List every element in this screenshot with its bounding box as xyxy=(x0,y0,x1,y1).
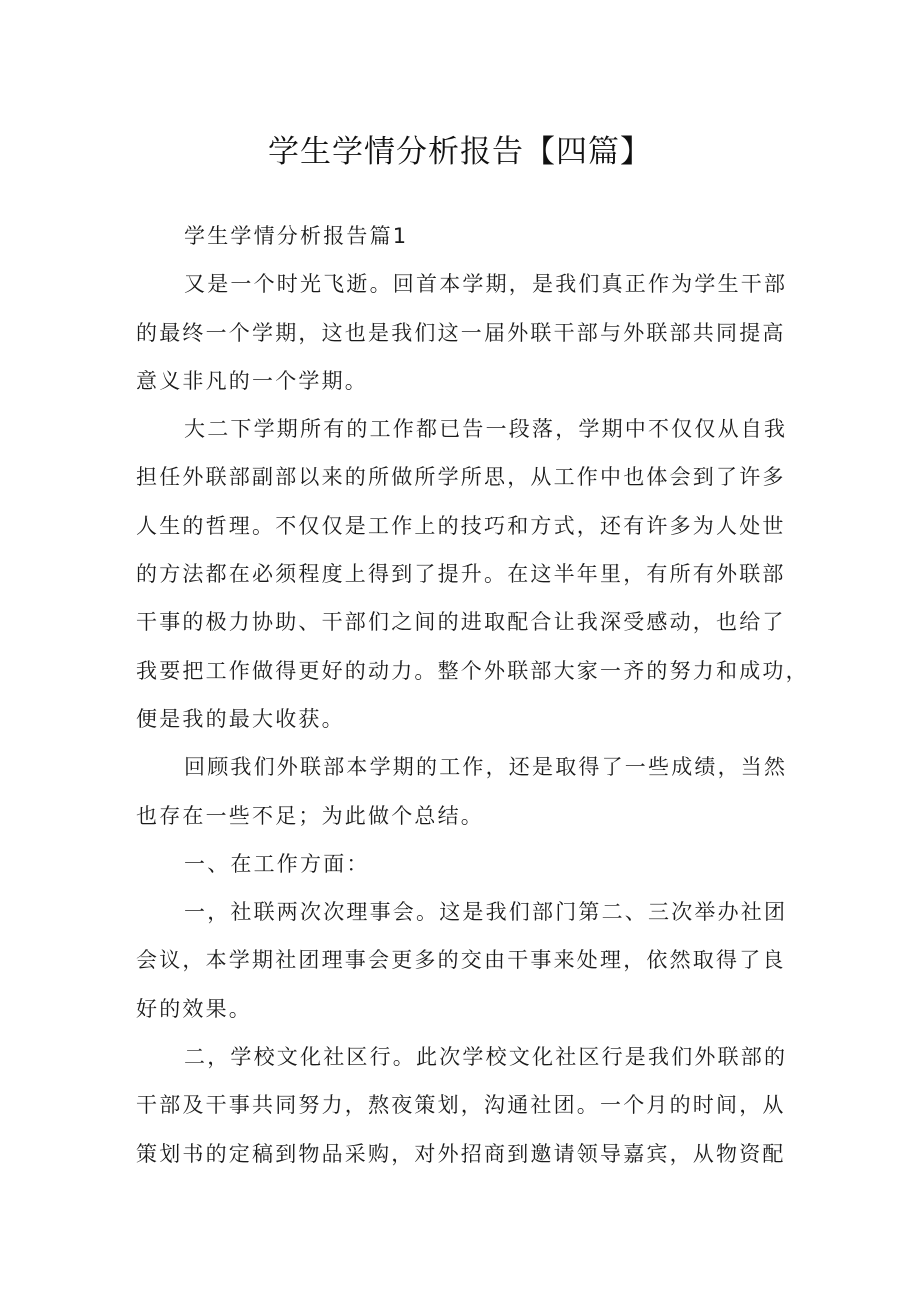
text-line: 也存在一些不足；为此做个总结。 xyxy=(136,803,484,828)
text-line: 会议，本学期社团理事会更多的交由干事来处理，依然取得了良 xyxy=(136,948,786,973)
text-line: 人生的哲理。不仅仅是工作上的技巧和方式，还有许多为人处世 xyxy=(136,513,786,538)
text-line: 又是一个时光飞逝。回首本学期，是我们真正作为学生干部 xyxy=(184,272,788,297)
text-line: 便是我的最大收获。 xyxy=(136,706,345,731)
text-line: 意义非凡的一个学期。 xyxy=(136,368,368,393)
document-title: 学生学情分析报告【四篇】 xyxy=(268,134,652,170)
text-line: 好的效果。 xyxy=(136,996,252,1021)
text-line: 大二下学期所有的工作都已告一段落，学期中不仅仅从自我 xyxy=(184,417,788,442)
text-line: 担任外联部副部以来的所做所学所思，从工作中也体会到了许多 xyxy=(136,465,786,490)
text-line: 的最终一个学期，这也是我们这一届外联干部与外联部共同提高 xyxy=(136,320,786,345)
text-line: 策划书的定稿到物品采购，对外招商到邀请领导嘉宾，从物资配 xyxy=(136,1141,786,1166)
text-line: 回顾我们外联部本学期的工作，还是取得了一些成绩，当然 xyxy=(184,755,788,780)
document-body xyxy=(136,212,809,1178)
section-heading: 学生学情分析报告篇1 xyxy=(184,224,409,248)
text-line: 干事的极力协助、干部们之间的进取配合让我深受感动，也给了 xyxy=(136,610,786,635)
text-line: 二，学校文化社区行。此次学校文化社区行是我们外联部的 xyxy=(184,1045,788,1070)
text-line: 一，社联两次次理事会。这是我们部门第二、三次举办社团 xyxy=(184,900,788,925)
text-line: 的方法都在必须程度上得到了提升。在这半年里，有所有外联部 xyxy=(136,562,786,587)
text-line: 干部及干事共同努力，熬夜策划，沟通社团。一个月的时间，从 xyxy=(136,1093,786,1118)
text-line: 一、在工作方面： xyxy=(184,851,370,876)
text-line: 我要把工作做得更好的动力。整个外联部大家一齐的努力和成功， xyxy=(136,658,809,683)
